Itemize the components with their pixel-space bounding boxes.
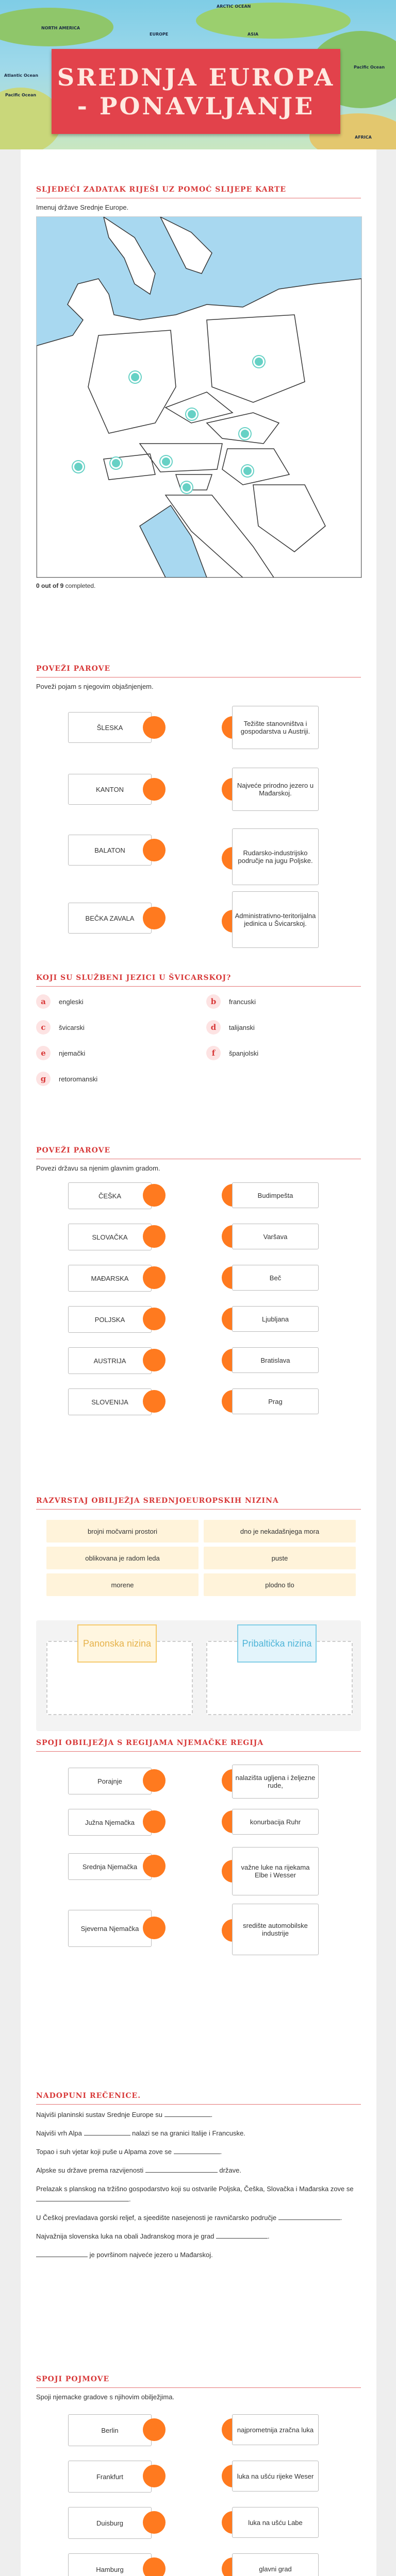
map-section (36, 185, 361, 589)
sentence (36, 2110, 361, 2120)
option-label: retoromanski (59, 1075, 98, 1083)
connector-dot[interactable] (143, 1917, 166, 1939)
worksheet-card (21, 149, 376, 2576)
pair-row (36, 2458, 361, 2499)
map-label: AFRICA (355, 135, 372, 140)
option-letter: f (206, 1046, 221, 1060)
pair-definition[interactable]: najprometnija zračna luka (232, 2414, 319, 2445)
pair-term[interactable]: Berlin (68, 2414, 152, 2446)
pair-row (36, 828, 361, 890)
pair-row (36, 891, 361, 953)
sentence (36, 2165, 361, 2176)
pair-term[interactable]: BEČKA ZAVALA (68, 903, 152, 934)
pair-row (36, 1847, 361, 1899)
map-label: ARCTIC OCEAN (217, 4, 251, 9)
pair-term[interactable]: POLJSKA (68, 1306, 152, 1333)
sentence (36, 2250, 361, 2260)
pair-row (36, 1224, 361, 1260)
blank-input[interactable] (216, 2231, 268, 2239)
map-pin[interactable] (181, 482, 192, 493)
instruction: Spoji njemacke gradove s njihovim obilježjima. (36, 2393, 175, 2401)
pair-definition[interactable]: Varšava (232, 1224, 319, 1249)
option-letter: g (36, 1072, 51, 1086)
blind-map (36, 216, 362, 578)
option-letter: e (36, 1046, 51, 1060)
map-outline (37, 217, 361, 578)
pair-definition[interactable]: nalazišta ugljena i željezne rude, (232, 1765, 319, 1799)
pair-term[interactable]: Južna Njemačka (68, 1809, 152, 1836)
language-option[interactable] (36, 1046, 85, 1060)
pair-definition[interactable]: Administrativno-teritorijalna jedinica u Švicarskoj. (232, 891, 319, 948)
connector-dot[interactable] (143, 1308, 166, 1330)
sentence (36, 2147, 361, 2157)
section-title: SPOJI POJMOVE (36, 2375, 361, 2388)
connector-dot[interactable] (143, 907, 166, 929)
connector-dot[interactable] (143, 716, 166, 739)
option-label: njemački (59, 1049, 86, 1057)
map-label: NORTH AMERICA (41, 26, 80, 30)
fill-section (36, 2092, 361, 2349)
option-label: španjolski (229, 1049, 259, 1057)
language-option[interactable] (36, 1072, 97, 1086)
blank-input[interactable] (145, 2165, 218, 2173)
pair-definition[interactable]: važne luke na rijekama Elbe i Wesser (232, 1847, 319, 1895)
pair-term[interactable]: Sjeverna Njemačka (68, 1910, 152, 1947)
sentence-text: je površinom najveće jezero u Mađarskoj. (89, 2251, 213, 2259)
option-label: engleski (59, 997, 84, 1006)
instruction: Povezi državu sa njenim glavnim gradom. (36, 1164, 160, 1172)
sentence-text: Alpske su države prema razvijenosti (36, 2166, 144, 2174)
map-pin[interactable] (129, 371, 141, 383)
pair-row (36, 1347, 361, 1383)
pairs-section-1 (36, 665, 361, 943)
blank-input[interactable] (36, 2250, 88, 2257)
sentence-text: . (220, 2148, 222, 2156)
option-letter: a (36, 994, 51, 1009)
pair-definition[interactable]: konurbacija Ruhr (232, 1809, 319, 1835)
pair-row (36, 2550, 361, 2576)
language-option[interactable] (206, 1046, 258, 1060)
connector-dot[interactable] (143, 1390, 166, 1413)
sentence-text: Najviši planinski sustav Srednje Europe su (36, 2111, 162, 2119)
pair-term[interactable]: SLOVENIJA (68, 1388, 152, 1415)
connector-dot[interactable] (143, 1769, 166, 1792)
map-pin[interactable] (253, 356, 265, 367)
progress-count: 0 out of 9 (36, 582, 64, 589)
pair-term[interactable]: BALATON (68, 835, 152, 866)
pair-row (36, 706, 361, 768)
map-label: Pacific Ocean (354, 65, 385, 70)
connector-dot[interactable] (143, 1810, 166, 1833)
pair-definition[interactable]: Ljubljana (232, 1306, 319, 1332)
pair-definition[interactable]: luka na ušću Labe (232, 2507, 319, 2538)
option-letter: b (206, 994, 221, 1009)
blank-input[interactable] (278, 2213, 340, 2220)
progress-text (36, 582, 361, 589)
instruction: Poveži pojam s njegovim objašnjenjem. (36, 683, 154, 690)
pair-row (36, 2504, 361, 2545)
pair-term[interactable]: SLOVAČKA (68, 1224, 152, 1250)
pair-row (36, 1306, 361, 1342)
pair-definition[interactable]: Beč (232, 1265, 319, 1291)
option-letter: d (206, 1020, 221, 1035)
pair-definition[interactable]: Budimpešta (232, 1182, 319, 1208)
pair-row (36, 768, 361, 824)
sentence (36, 2231, 361, 2242)
pair-term[interactable]: ŠLESKA (68, 712, 152, 743)
sentence (36, 2213, 361, 2223)
sentence-text: Najvažnija slovenska luka na obali Jadranskog mora je grad (36, 2232, 214, 2240)
blank-input[interactable] (84, 2128, 130, 2136)
section-title: SPOJI OBILJEŽJA S REGIJAMA NJEMAČKE REGIJA (36, 1739, 361, 1752)
section-title: NADOPUNI REČENICE. (36, 2092, 361, 2105)
category-tile[interactable]: dno je nekadašnjega mora (204, 1520, 356, 1543)
banner (0, 0, 396, 149)
pair-term[interactable]: AUSTRIJA (68, 1347, 152, 1374)
connector-dot[interactable] (143, 1225, 166, 1248)
instruction: Imenuj države Srednje Europe. (36, 204, 129, 211)
sentence-text: U Češkoj prevladava gorski reljef, a sjeedište nasejenosti je ravničarsko područje (36, 2214, 277, 2222)
connector-dot[interactable] (143, 1266, 166, 1289)
blank-input[interactable] (174, 2147, 220, 2154)
pair-row (36, 1388, 361, 1425)
connector-dot[interactable] (143, 1349, 166, 1371)
pair-definition[interactable]: glavni grad (232, 2553, 319, 2576)
category-tile[interactable]: oblikovana je radom leda (46, 1547, 199, 1569)
section-title: SLJEDEĆI ZADATAK RIJEŠI UZ POMOĆ SLIJEPE KARTE (36, 185, 361, 198)
pair-term[interactable]: ČEŠKA (68, 1182, 152, 1209)
pairs-section-4 (36, 2375, 361, 2576)
map-pin[interactable] (160, 456, 172, 467)
pair-term[interactable]: MAĐARSKA (68, 1265, 152, 1292)
sentence-text: Topao i suh vjetar koji puše u Alpama zove se (36, 2148, 172, 2156)
language-option[interactable] (206, 994, 256, 1009)
sentence-text: . (340, 2214, 342, 2222)
pair-definition[interactable]: Najveće prirodno jezero u Mađarskoj. (232, 768, 319, 811)
map-pin[interactable] (186, 409, 197, 420)
map-label: Pacific Ocean (5, 93, 37, 97)
category-tile[interactable]: plodno tlo (204, 1573, 356, 1596)
map-pin[interactable] (242, 465, 253, 477)
map-pin[interactable] (110, 457, 122, 469)
sentence-text: . (210, 2111, 213, 2119)
pair-term[interactable]: Hamburg (68, 2553, 152, 2576)
pairs-section-3 (36, 1739, 361, 1965)
map-label: Atlantic Ocean (4, 73, 39, 78)
map-pin[interactable] (73, 461, 84, 472)
connector-dot[interactable] (143, 2418, 166, 2441)
page-title: SREDNJA EUROPA - PONAVLJANJE (57, 63, 335, 120)
sentence-text: Prelazak s planskog na tržišno gospodarstvo koji su ostvarile Poljska, Češka, Slovačka i Mađarska zove se (36, 2185, 354, 2193)
pair-term[interactable]: Srednja Njemačka (68, 1853, 152, 1880)
zone-label-pribalticka: Pribaltička nizina (237, 1624, 317, 1663)
option-label: francuski (229, 997, 256, 1006)
option-letter: c (36, 1020, 51, 1035)
blank-input[interactable] (164, 2110, 211, 2117)
sentence (36, 2184, 361, 2205)
pair-row (36, 2411, 361, 2452)
pair-term[interactable]: KANTON (68, 774, 152, 805)
sentence-text: . (129, 2195, 131, 2203)
connector-dot[interactable] (143, 839, 166, 861)
connector-dot[interactable] (143, 778, 166, 801)
progress-suffix: completed. (63, 582, 96, 589)
sentence-text: države. (219, 2166, 241, 2174)
sentence-text: Najviši vrh Alpa (36, 2129, 82, 2137)
languages-section (36, 974, 361, 1103)
zone-label-panonska: Panonska nizina (77, 1624, 157, 1663)
pair-row (36, 1265, 361, 1301)
language-option[interactable] (36, 1020, 85, 1035)
map-pin[interactable] (239, 428, 251, 439)
sentence-text: nalazi se na granici Italije i Francuske. (132, 2129, 245, 2137)
category-tile[interactable]: morene (46, 1573, 199, 1596)
blank-input[interactable] (36, 2194, 129, 2201)
pair-definition[interactable]: Prag (232, 1388, 319, 1414)
pair-term[interactable]: Duisburg (68, 2507, 152, 2539)
connector-dot[interactable] (143, 2557, 166, 2576)
option-label: talijanski (229, 1023, 255, 1031)
connector-dot[interactable] (143, 1855, 166, 1877)
language-option[interactable] (206, 1020, 255, 1035)
sentence (36, 2128, 361, 2139)
category-tile[interactable]: puste (204, 1547, 356, 1569)
pair-row (36, 1182, 361, 1218)
pair-definition[interactable]: luka na ušću rijeke Weser (232, 2461, 319, 2492)
sentence-text: . (268, 2232, 270, 2240)
section-title: POVEŽI PAROVE (36, 665, 361, 677)
connector-dot[interactable] (143, 1184, 166, 1207)
pair-definition[interactable]: Težište stanovništva i gospodarstva u Austriji. (232, 706, 319, 749)
map-label: ASIA (248, 32, 259, 37)
category-tile[interactable]: brojni močvarni prostori (46, 1520, 199, 1543)
pair-definition[interactable]: Bratislava (232, 1347, 319, 1373)
pair-term[interactable]: Porajnje (68, 1768, 152, 1794)
option-label: švicarski (59, 1023, 85, 1031)
section-title: KOJI SU SLUŽBENI JEZICI U ŠVICARSKOJ? (36, 974, 361, 987)
connector-dot[interactable] (143, 2511, 166, 2534)
pair-term[interactable]: Frankfurt (68, 2461, 152, 2493)
pair-row (36, 1806, 361, 1842)
pairs-section-2 (36, 1146, 361, 1455)
pair-row (36, 1765, 361, 1801)
pair-definition[interactable]: središte automobilske industrije (232, 1904, 319, 1955)
map-label: EUROPE (150, 32, 169, 37)
pair-row (36, 1904, 361, 1960)
title-banner (52, 49, 340, 134)
connector-dot[interactable] (143, 2465, 166, 2487)
section-title: RAZVRSTAJ OBILJEŽJA SREDNJOEUROPSKIH NIZINA (36, 1497, 361, 1510)
section-title: POVEŽI PAROVE (36, 1146, 361, 1159)
language-option[interactable] (36, 994, 84, 1009)
pair-definition[interactable]: Rudarsko-industrijsko područje na jugu Poljske. (232, 828, 319, 885)
